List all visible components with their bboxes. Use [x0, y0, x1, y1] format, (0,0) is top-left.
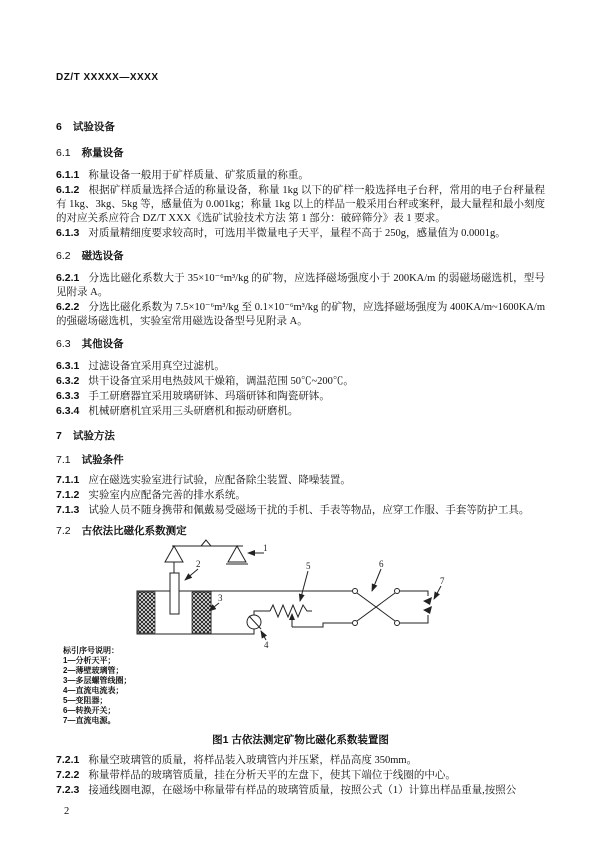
heading-title: 试验方法 — [72, 430, 115, 442]
legend-item: 6—转换开关； — [63, 706, 116, 715]
clause-7-2-1 — [56, 753, 545, 768]
clause-number: 6.3.2 — [56, 375, 80, 387]
clause-text: 烘干设备宜采用电热鼓风干燥箱，调温范围 50℃~200℃。 — [88, 376, 354, 387]
clause-6-1-3 — [56, 226, 545, 241]
heading-title: 古依法比磁化系数测定 — [81, 525, 187, 537]
clause-text: 实验室内应配备完善的排水系统。 — [88, 490, 246, 501]
heading-6-3 — [56, 337, 545, 351]
clause-6-1-1 — [56, 168, 545, 183]
analytical-balance-icon — [165, 540, 248, 573]
callout-5: 5 — [306, 561, 311, 571]
clause-text: 应在磁选实验室进行试验，应配备除尘装置、降噪装置。 — [88, 475, 351, 486]
glass-tube-icon — [170, 573, 179, 614]
clause-6-2-1 — [56, 271, 545, 300]
callout-7: 7 — [440, 576, 445, 586]
clause-text: 过滤设备宜采用真空过滤机。 — [88, 361, 225, 372]
legend-item: 4—直流电流表； — [63, 686, 124, 695]
clause-text: 称量设备一般用于矿样质量、矿浆质量的称重。 — [88, 170, 309, 181]
clause-7-2-2 — [56, 768, 545, 783]
document-body — [56, 120, 545, 817]
rheostat-icon — [270, 605, 312, 627]
heading-7-1 — [56, 453, 545, 467]
clause-6-3-3 — [56, 389, 545, 404]
dc-power-source-icon — [423, 597, 432, 614]
heading-title: 试验条件 — [81, 454, 124, 466]
clause-text: 手工研磨器宜采用玻璃研钵、玛瑙研钵和陶瓷研钵。 — [88, 391, 330, 402]
heading-7 — [56, 429, 545, 443]
clause-number: 7.2.2 — [56, 769, 80, 781]
legend-item: 7—直流电源。 — [63, 716, 116, 725]
callout-1: 1 — [263, 543, 268, 553]
legend-item: 5—变阻器； — [63, 696, 108, 705]
clause-text: 机械研磨机宜采用三头研磨机和振动研磨机。 — [88, 406, 299, 417]
heading-number: 7.2 — [56, 525, 71, 537]
figure-legend — [63, 646, 131, 726]
callout-4: 4 — [264, 640, 269, 650]
legend-title: 标引序号说明： — [63, 646, 119, 655]
clause-number: 6.1.3 — [56, 227, 80, 239]
clause-7-1-2 — [56, 488, 545, 503]
circuit-wires — [211, 591, 428, 634]
clause-7-1-1 — [56, 473, 545, 488]
clause-number: 7.1.2 — [56, 489, 80, 501]
clause-6-1-2 — [56, 183, 545, 226]
page-number: 2 — [64, 806, 70, 817]
ammeter-icon — [247, 615, 261, 629]
heading-title: 试验设备 — [72, 121, 115, 133]
heading-title: 其他设备 — [81, 338, 124, 350]
clause-number: 6.3.4 — [56, 405, 80, 417]
clause-number: 7.1.1 — [56, 474, 80, 486]
standard-code: DZ/T XXXXX—XXXX — [56, 72, 159, 83]
clause-text: 试验人员不随身携带和佩戴易受磁场干扰的手机、手表等物品，应穿工作服、手套等防护工具。 — [88, 505, 530, 516]
clause-6-3-2 — [56, 374, 545, 389]
clause-text: 对质量精细度要求较高时，可选用半微量电子天平，量程不高于 250g，感量值为 0.0001g。 — [88, 228, 506, 239]
heading-6-1 — [56, 146, 545, 160]
heading-number: 6.3 — [56, 338, 71, 350]
figure-1 — [0, 540, 600, 730]
heading-number: 7 — [56, 430, 62, 442]
heading-6 — [56, 120, 545, 134]
heading-number: 6 — [56, 121, 62, 133]
callout-6: 6 — [379, 559, 384, 569]
callout-3: 3 — [218, 593, 223, 603]
heading-number: 7.1 — [56, 454, 71, 466]
legend-item: 1—分析天平； — [63, 656, 116, 665]
reversing-switch-icon — [353, 589, 400, 626]
clause-text: 接通线圈电源，在磁场中称量带有样品的玻璃管质量，按照公式（1）计算出样品重量,按照公 — [88, 785, 517, 796]
clause-text: 分选比磁化系数为 7.5×10⁻⁶m³/kg 至 0.1×10⁻⁶m³/kg 的矿物，应选择磁场强度为 400KA/m~1600KA/m 的强磁场磁选机，实验室常用磁选设备型号见附录 A。 — [56, 302, 545, 327]
clause-number: 6.3.1 — [56, 360, 80, 372]
clause-number: 7.2.3 — [56, 784, 80, 796]
guoy-apparatus-diagram — [0, 540, 600, 650]
heading-number: 6.1 — [56, 147, 71, 159]
clause-number: 6.3.3 — [56, 390, 80, 402]
clause-6-3-1 — [56, 359, 545, 374]
clause-text: 分选比磁化系数大于 35×10⁻⁶m³/kg 的矿物，应选择磁场强度小于 200KA/m 的弱磁场磁选机，型号见附录 A。 — [56, 273, 545, 298]
clause-number: 6.2.2 — [56, 301, 80, 313]
heading-6-2 — [56, 249, 545, 263]
legend-item: 3—多层螺管线圈； — [63, 676, 132, 685]
figure-caption: 图1 古依法测定矿物比磁化系数装置图 — [212, 734, 389, 746]
legend-item: 2—薄壁玻璃管； — [63, 666, 124, 675]
heading-title: 磁选设备 — [81, 250, 124, 262]
clause-6-2-2 — [56, 300, 545, 329]
clause-number: 6.1.2 — [56, 184, 80, 196]
clause-7-2-3 — [56, 783, 545, 798]
clause-text: 称量带样品的玻璃管质量，挂在分析天平的左盘下，使其下端位于线圈的中心。 — [88, 770, 456, 781]
clause-number: 7.1.3 — [56, 504, 80, 516]
heading-7-2 — [56, 524, 545, 538]
clause-number: 6.2.1 — [56, 272, 80, 284]
clause-number: 7.2.1 — [56, 754, 80, 766]
clause-7-1-3 — [56, 503, 545, 518]
heading-title: 称量设备 — [81, 147, 124, 159]
clause-text: 称量空玻璃管的质量，将样品装入玻璃管内并压紧，样品高度 350mm。 — [88, 755, 418, 766]
clause-text: 根据矿样质量选择合适的称量设备，称量 1kg 以下的矿样一般选择电子台秤，常用的电子台秤量程有 1kg、3kg、5kg 等，感量值为 0.001kg；称量 1kg 以上的样品一般采用台秤或案秤，最大量程和最小刻度的对应关系应符合 DZ/T XXX《选矿试验技术方法 第 1 部分：破碎筛分》表 1 要求。 — [56, 185, 545, 224]
clause-6-3-4 — [56, 404, 545, 419]
callout-2: 2 — [196, 559, 201, 569]
heading-number: 6.2 — [56, 250, 71, 262]
clause-number: 6.1.1 — [56, 169, 80, 181]
